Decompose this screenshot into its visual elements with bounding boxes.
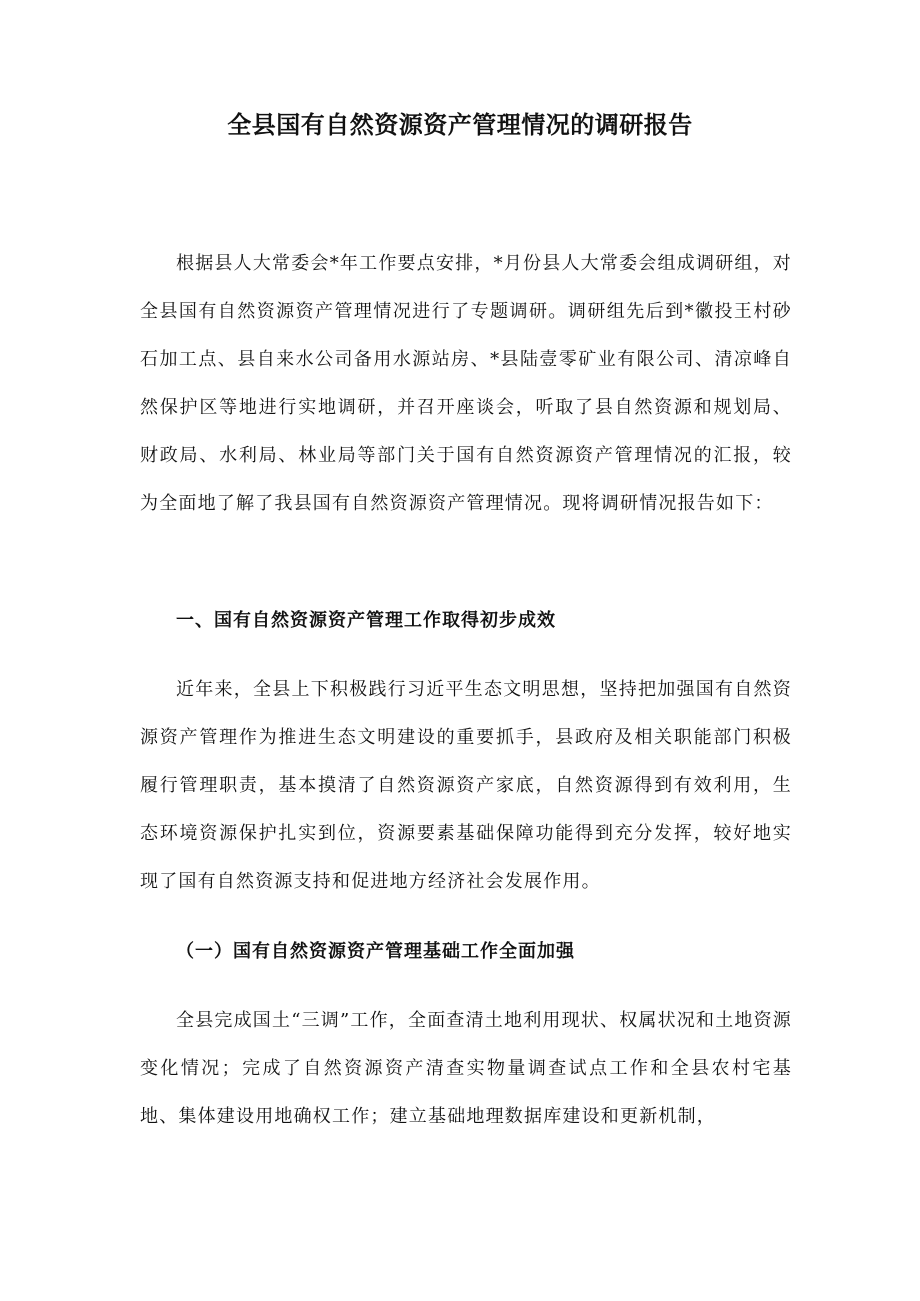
paragraph-achievements: 近年来，全县上下积极践行习近平生态文明思想，坚持把加强国有自然资源资产管理作为推进生态文明建设的重要抓手，县政府及相关职能部门积极履行管理职责，基本摸清了自然资源资产家底，自然资源得到有效利用，生态环境资源保护扎实到位，资源要素基础保障功能得到充分发挥，较好地实现了国有自然资源支持和促进地方经济社会发展作用。 [140,679,792,892]
paragraph-intro: 根据县人大常委会*年工作要点安排，*月份县人大常委会组成调研组，对全县国有自然资源资产管理情况进行了专题调研。调研组先后到*徽投王村砂石加工点、县自来水公司备用水源站房、*县陆壹零矿业有限公司、清凉峰自然保护区等地进行实地调研，并召开座谈会，听取了县自然资源和规划局、财政局、水利局、林业局等部门关于国有自然资源资产管理情况的汇报，较为全面地了解了我县国有自然资源资产管理情况。现将调研情况报告如下： [140,253,792,514]
document-title: 全县国有自然资源资产管理情况的调研报告 [227,111,693,139]
paragraph-basic-work: 全县完成国土“三调”工作，全面查清土地利用现状、权属状况和土地资源变化情况；完成了自然资源资产清查实物量调查试点工作和全县农村宅基地、集体建设用地确权工作；建立基础地理数据库建设和更新机制， [140,1010,793,1127]
subsection-heading-1: （一）国有自然资源资产管理基础工作全面加强 [176,941,575,962]
section-heading-1: 一、国有自然资源资产管理工作取得初步成效 [176,610,556,631]
